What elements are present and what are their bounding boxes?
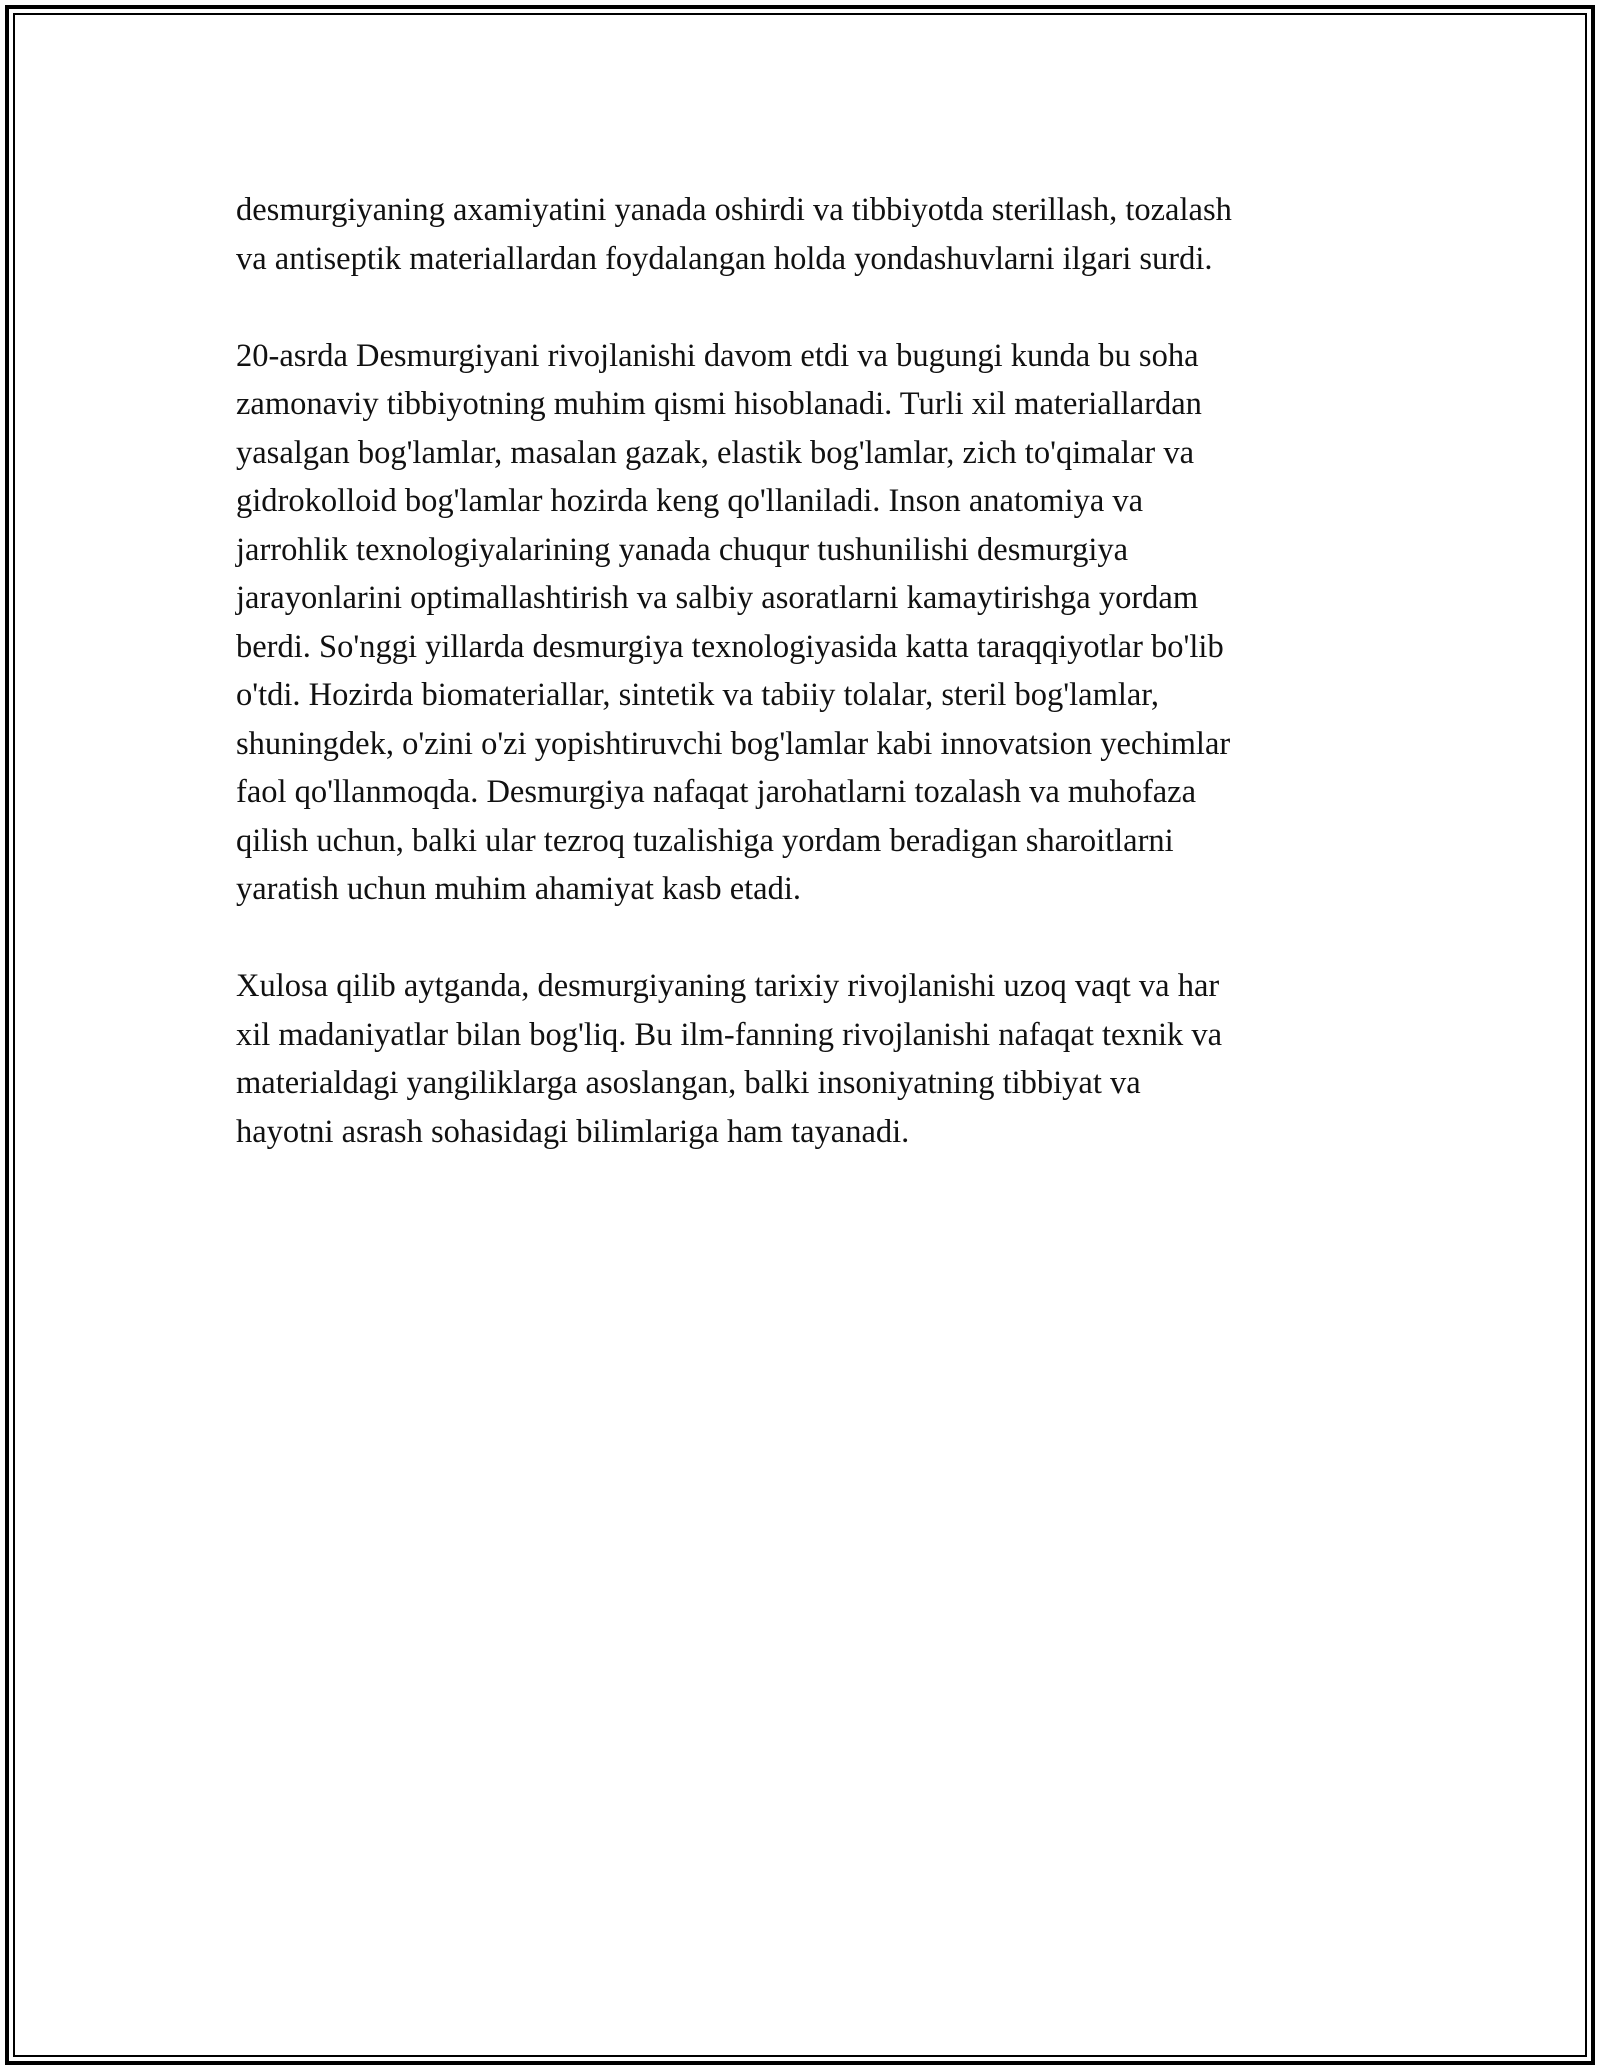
paragraph-1: desmurgiyaning axamiyatini yanada oshirdi va tibbiyotda sterillash, tozalash va antiseptik materiallardan foydalangan holda yondashuvlarni ilgari surdi. xyxy=(236,192,1232,277)
paragraph-2: 20-asrda Desmurgiyani rivojlanishi davom etdi va bugungi kunda bu soha zamonaviy tibbiyotning muhim qismi hisoblanadi. Turli xil materiallardan yasalgan bog'lamlar, masalan gazak, elastik bog'lamlar, zich to'qimalar va gidrokolloid bog'lamlar hozirda keng qo'llaniladi. Inson anatomiya va jarrohlik texnologiyalarining yanada chuqur tushunilishi desmurgiya jarayonlarini optimallashtirish va salbiy asoratlarni kamaytirishga yordam berdi. So'nggi yillarda desmurgiya texnologiyasida katta taraqqiyotlar bo'lib o'tdi. Hozirda biomateriallar, sintetik va tabiiy tolalar, steril bog'lamlar, shuningdek, o'zini o'zi yopishtiruvchi bog'lamlar kabi innovatsion yechimlar faol qo'llanmoqda. Desmurgiya nafaqat jarohatlarni tozalash va muhofaza qilish uchun, balki ular tezroq tuzalishiga yordam beradigan sharoitlarni yaratish uchun muhim ahamiyat kasb etadi. xyxy=(236,337,1231,907)
paragraph-3: Xulosa qilib aytganda, desmurgiyaning tarixiy rivojlanishi uzoq vaqt va har xil madaniyatlar bilan bog'liq. Bu ilm-fanning rivojlanishi nafaqat texnik va materialdagi yangiliklarga asoslangan, balki insoniyatning tibbiyat va hayotni asrash sohasidagi bilimlariga ham tayanadi. xyxy=(236,968,1223,1150)
document-body xyxy=(236,186,1366,1205)
